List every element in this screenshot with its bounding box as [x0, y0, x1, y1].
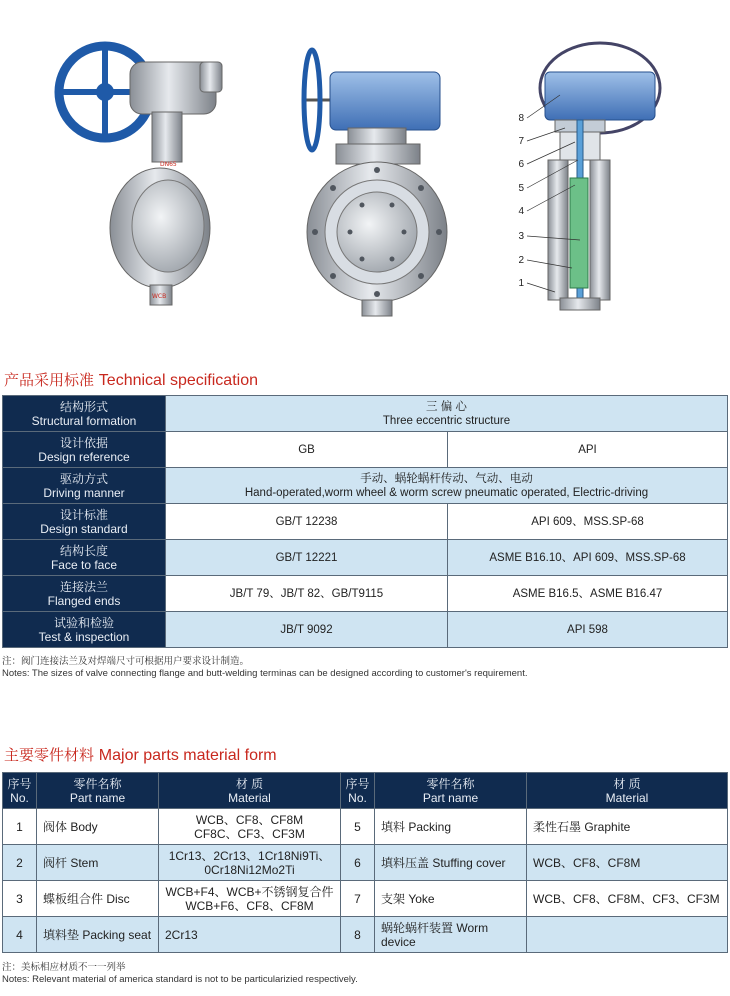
spec-label-cn: 设计依据: [59, 435, 108, 450]
parts-section-title: [4, 744, 277, 765]
valve-size-marking: DN65: [160, 161, 177, 168]
header-material-cn: 材 质: [235, 776, 264, 791]
spec-value-gb: GB/T 12221: [166, 540, 448, 576]
spec-label-en: Face to face: [50, 557, 118, 572]
row-part-name: 阀体 Body: [37, 809, 159, 845]
spec-row-structural: [3, 396, 728, 432]
row-no: 5: [341, 809, 375, 845]
spec-row-design-reference: [3, 432, 728, 468]
row-no: 4: [3, 917, 37, 953]
spec-value-api: API 598: [448, 612, 728, 648]
spec-value-en: Three eccentric structure: [382, 414, 511, 427]
header-part-en: Part name: [422, 790, 479, 805]
table-row: [3, 845, 728, 881]
spec-row-face-to-face: [3, 540, 728, 576]
spec-value-cell: [166, 468, 728, 504]
spec-table: [2, 395, 728, 648]
header-material-cn: 材 质: [613, 776, 641, 791]
parts-note-en: Notes: Relevant material of america standard is not to be particularizied respectively.: [2, 974, 358, 985]
spec-value-cn: 三 偏 心: [426, 400, 467, 413]
callout-3: 3: [518, 231, 524, 242]
row-material-line: 2Cr13: [165, 927, 198, 942]
spec-label-en: Design standard: [40, 521, 128, 536]
row-material-line: WCB+F6、CF8、CF8M: [185, 898, 314, 913]
row-no: 7: [341, 881, 375, 917]
row-material: [159, 917, 341, 953]
spec-section-title: [4, 369, 258, 390]
table-row: [3, 917, 728, 953]
row-material: [159, 809, 341, 845]
spec-value-gb: GB/T 12238: [166, 504, 448, 540]
spec-label-cn: 驱动方式: [59, 471, 108, 486]
parts-table: [2, 772, 728, 953]
spec-label-en: Structural formation: [31, 413, 137, 428]
spec-value-api: API: [448, 432, 728, 468]
spec-label-cell: [3, 612, 166, 648]
row-material-line: 0Cr18Ni12Mo2Ti: [204, 862, 295, 877]
valve-front-view: [304, 50, 447, 316]
header-part-en: Part name: [69, 790, 126, 805]
header-no-cn: 序号: [345, 776, 370, 791]
row-no: 8: [341, 917, 375, 953]
spec-title-cn: 产品采用标准: [4, 371, 95, 389]
spec-label-cell: [3, 540, 166, 576]
header-material: [159, 773, 341, 809]
table-row: [3, 809, 728, 845]
spec-row-flanged-ends: [3, 576, 728, 612]
valve-illustrations: [0, 0, 730, 350]
spec-label-cn: 连接法兰: [59, 579, 108, 594]
parts-header-row: [3, 773, 728, 809]
valve-material-marking: WCB: [152, 293, 167, 300]
row-material-line: 1Cr13、2Cr13、1Cr18Ni9Ti、: [168, 848, 331, 863]
row-material: WCB、CF8、CF8M: [527, 845, 728, 881]
row-material: [159, 881, 341, 917]
spec-label-cn: 设计标准: [59, 507, 108, 522]
spec-label-cell: [3, 468, 166, 504]
row-part-name: 填料压盖 Stuffing cover: [375, 845, 527, 881]
spec-note-cn: 注：阀门连接法兰及对焊端尺寸可根据用户要求设计制造。: [2, 656, 250, 667]
spec-label-cn: 结构长度: [59, 543, 108, 558]
header-part: [37, 773, 159, 809]
header-no: [341, 773, 375, 809]
header-no-en: No.: [348, 790, 367, 805]
spec-label-cn: 试验和检验: [53, 615, 114, 630]
header-part-cn: 零件名称: [426, 776, 475, 791]
spec-value-en: Hand-operated,worm wheel & worm screw pneumatic operated, Electric-driving: [244, 486, 649, 499]
spec-label-cell: [3, 504, 166, 540]
row-part-name: 蜗轮蜗杆装置 Worm device: [375, 917, 527, 953]
spec-value-cn: 手动、蜗轮蜗杆传动、气动、电动: [360, 472, 533, 485]
callout-7: 7: [518, 136, 524, 147]
callout-5: 5: [518, 183, 524, 194]
spec-label-cell: [3, 576, 166, 612]
parts-title-cn: 主要零件材料: [4, 746, 95, 764]
header-material-en: Material: [228, 790, 271, 805]
row-part-name: 阀杆 Stem: [37, 845, 159, 881]
header-material-en: Material: [605, 790, 649, 805]
spec-label-cell: [3, 396, 166, 432]
row-material-line: WCB+F4、WCB+不锈钢复合件: [165, 884, 334, 899]
parts-title-en: Major parts material form: [98, 747, 277, 764]
row-part-name: 蝶板组合件 Disc: [37, 881, 159, 917]
spec-label-cell: [3, 432, 166, 468]
callout-8: 8: [518, 113, 524, 124]
row-part-name: 支架 Yoke: [375, 881, 527, 917]
row-material: WCB、CF8、CF8M、CF3、CF3M: [527, 881, 728, 917]
row-no: 1: [3, 809, 37, 845]
spec-value-gb: JB/T 9092: [166, 612, 448, 648]
callout-4: 4: [518, 206, 524, 217]
spec-label-en: Driving manner: [43, 485, 125, 500]
spec-value-api: ASME B16.10、API 609、MSS.SP-68: [448, 540, 728, 576]
spec-label-en: Flanged ends: [47, 593, 121, 608]
valve-section-view: [518, 43, 660, 310]
row-no: 6: [341, 845, 375, 881]
spec-label-en: Test & inspection: [38, 629, 130, 644]
spec-label-cn: 结构形式: [59, 399, 108, 414]
row-no: 3: [3, 881, 37, 917]
row-material: [159, 845, 341, 881]
header-no: [3, 773, 37, 809]
callout-2: 2: [518, 255, 524, 266]
row-material-line: CF8C、CF3、CF3M: [194, 826, 305, 841]
header-material: [527, 773, 728, 809]
spec-row-design-standard: [3, 504, 728, 540]
spec-value-gb: GB: [166, 432, 448, 468]
spec-row-test-inspection: [3, 612, 728, 648]
spec-value-cell: [166, 396, 728, 432]
valve-photo-1: [59, 46, 222, 305]
spec-note-en: Notes: The sizes of valve connecting flange and butt-welding terminas can be designed according to customer's requirement.: [2, 668, 528, 679]
spec-label-en: Design reference: [38, 449, 130, 464]
callout-1: 1: [518, 278, 524, 289]
table-row: [3, 881, 728, 917]
header-no-cn: 序号: [7, 776, 32, 791]
spec-value-gb: JB/T 79、JB/T 82、GB/T9115: [166, 576, 448, 612]
header-part: [375, 773, 527, 809]
row-material: 柔性石墨 Graphite: [527, 809, 728, 845]
spec-row-driving-manner: [3, 468, 728, 504]
row-material: [527, 917, 728, 953]
row-no: 2: [3, 845, 37, 881]
callout-6: 6: [518, 159, 524, 170]
row-material-line: WCB、CF8、CF8M: [195, 812, 304, 827]
parts-note-cn: 注：美标相应材质不一一列举: [2, 962, 126, 973]
header-no-en: No.: [10, 790, 29, 805]
spec-title-en: Technical specification: [98, 372, 258, 389]
spec-value-api: API 609、MSS.SP-68: [448, 504, 728, 540]
row-part-name: 填料垫 Packing seat: [37, 917, 159, 953]
spec-value-api: ASME B16.5、ASME B16.47: [448, 576, 728, 612]
row-part-name: 填料 Packing: [375, 809, 527, 845]
header-part-cn: 零件名称: [73, 776, 122, 791]
